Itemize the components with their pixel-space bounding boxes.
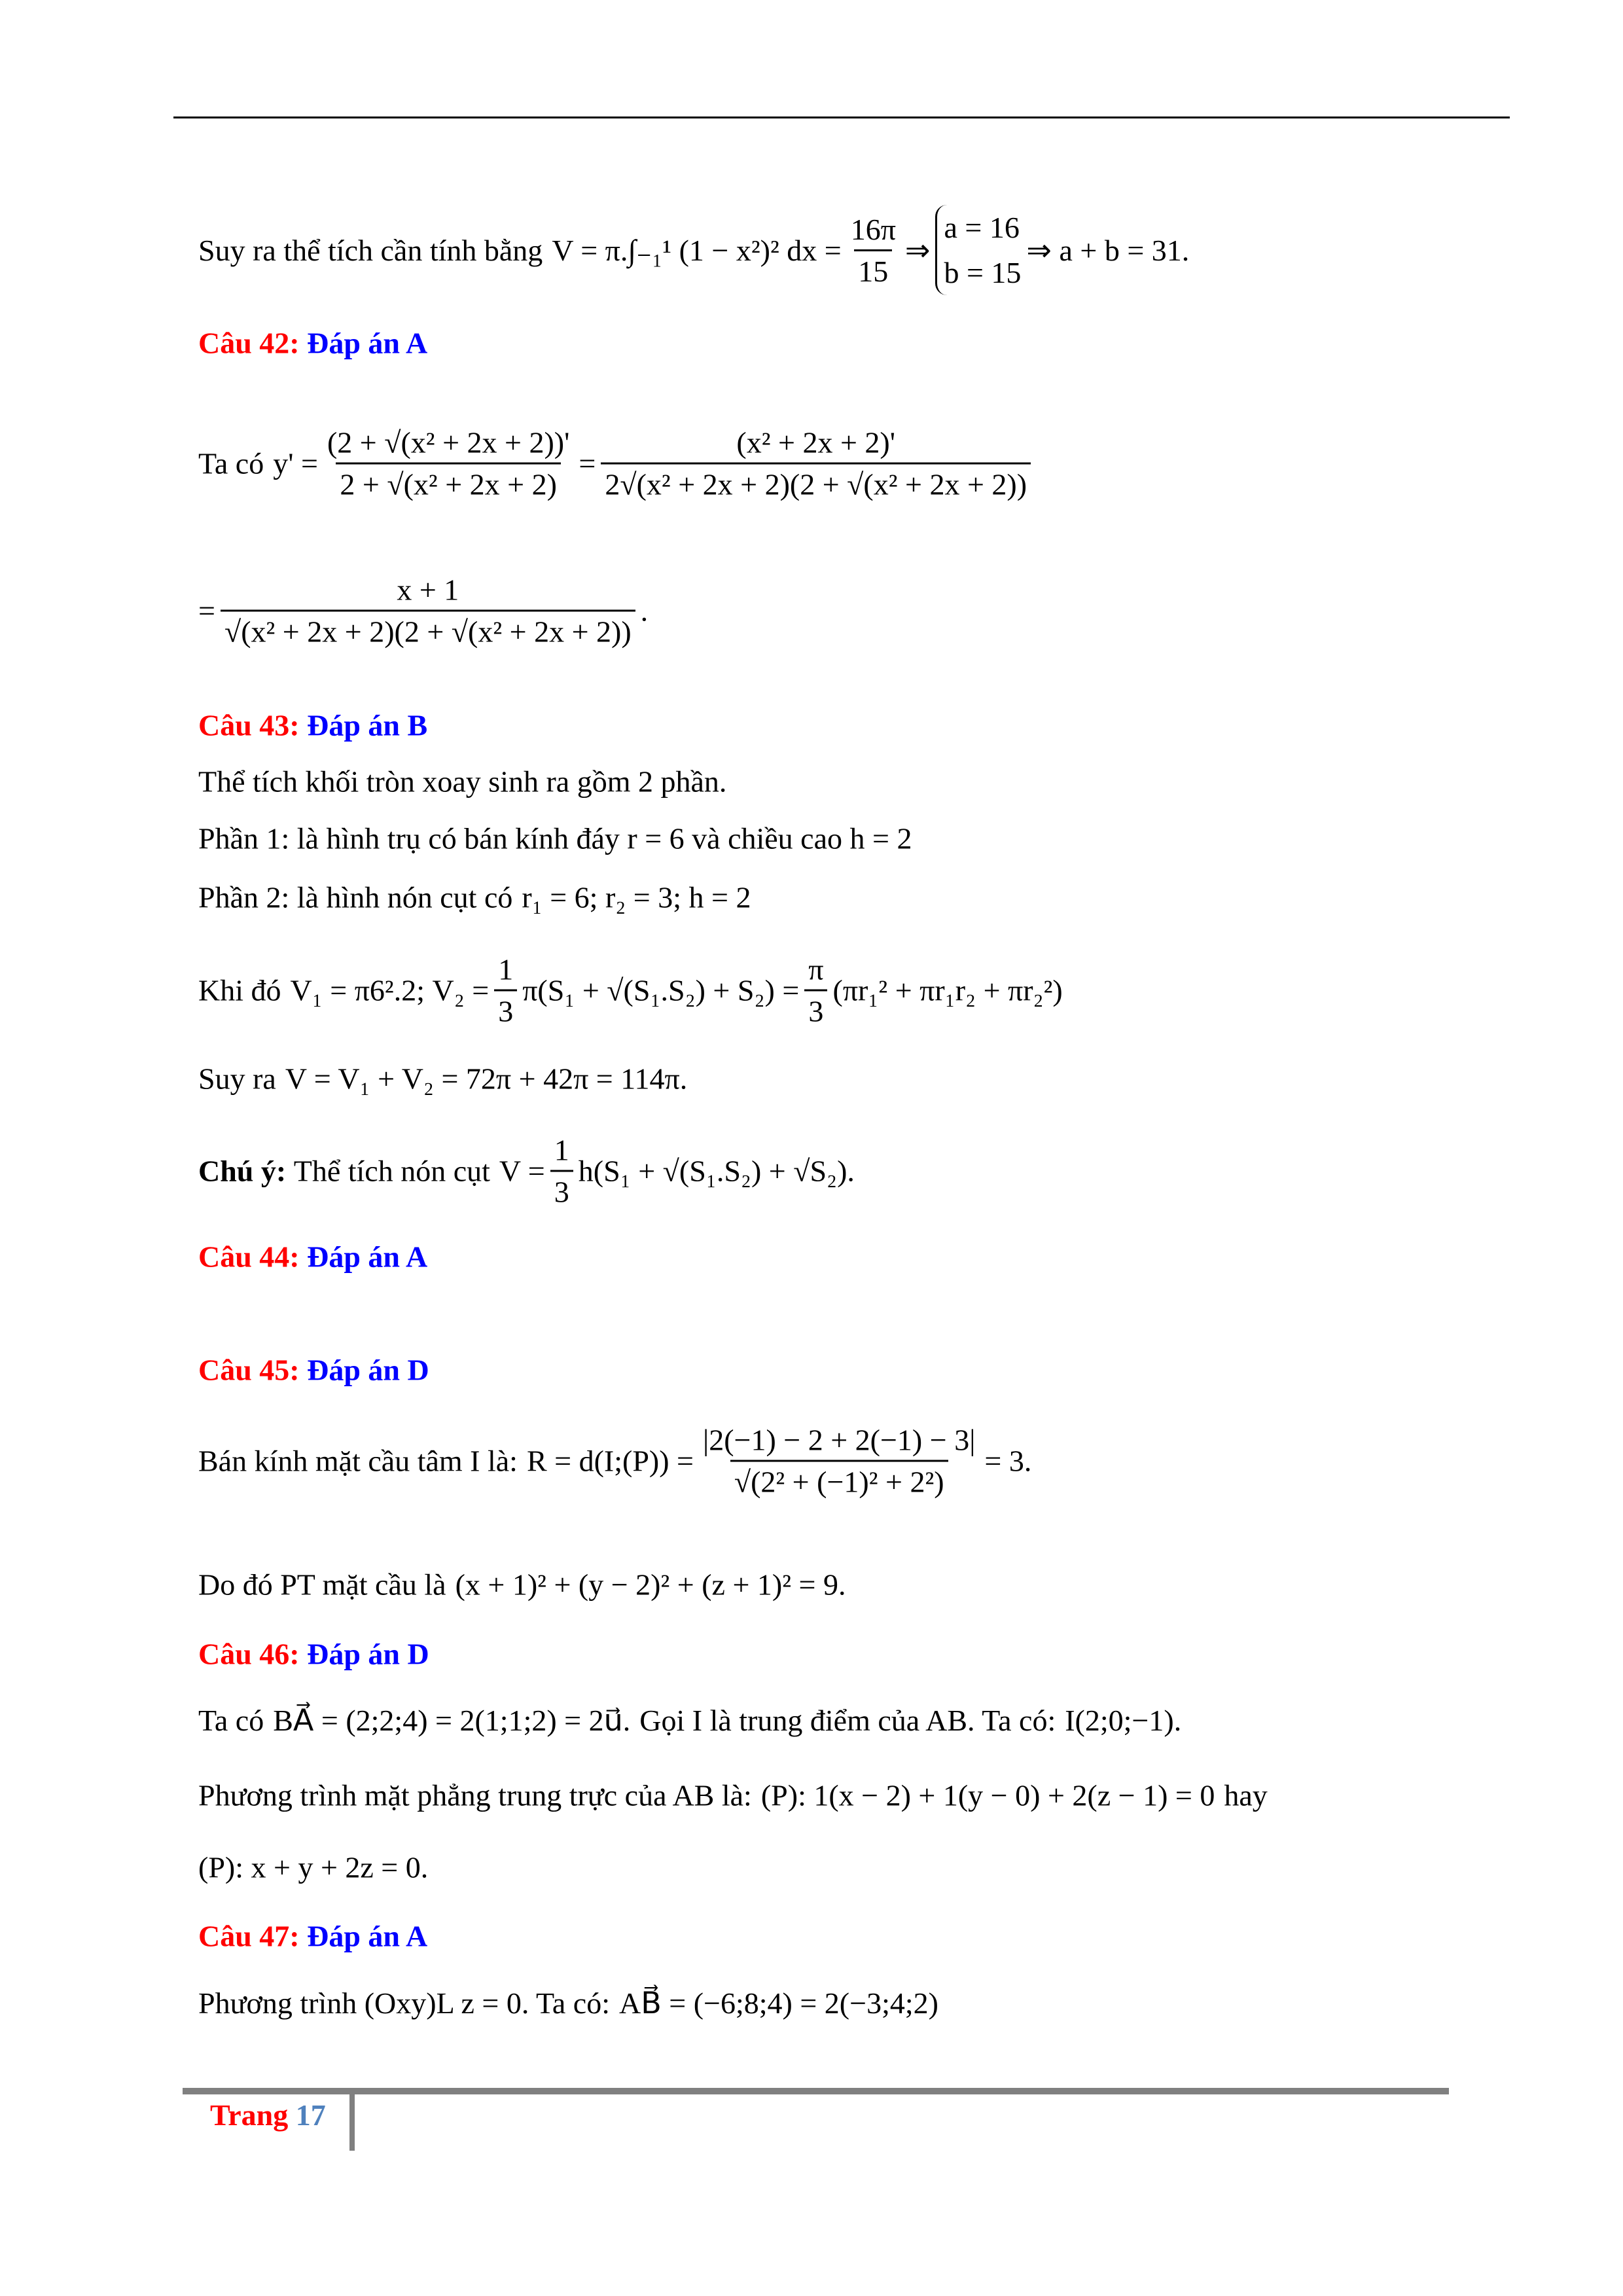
formula: I(2;0;−1). bbox=[1065, 1703, 1182, 1737]
q46-line bbox=[198, 1778, 1268, 1813]
page-number bbox=[210, 2098, 326, 2132]
formula: V = V₁ + V₂ = 72π + 42π = 114π. bbox=[285, 1062, 688, 1096]
case: b = 15 bbox=[944, 256, 1022, 289]
numerator: x + 1 bbox=[397, 573, 459, 607]
answer-label: Đáp án A bbox=[307, 1240, 428, 1274]
q43-line: Phần 1: là hình trụ có bán kính đáy r = 6 và chiều cao h = 2 bbox=[198, 821, 912, 855]
question-label: Câu 45: bbox=[198, 1353, 300, 1387]
numerator: (x² + 2x + 2)' bbox=[736, 425, 896, 459]
q47-heading bbox=[198, 1919, 427, 1954]
numerator: π bbox=[808, 952, 824, 986]
fraction bbox=[601, 425, 1031, 502]
fraction bbox=[494, 952, 517, 1029]
page-value: 17 bbox=[295, 2098, 326, 2132]
text: Thể tích nón cụt bbox=[293, 1154, 490, 1188]
header-rule bbox=[173, 117, 1510, 118]
denominator: √(2² + (−1)² + 2²) bbox=[730, 1460, 948, 1499]
numerator: 1 bbox=[554, 1133, 569, 1167]
q47-line bbox=[198, 1985, 938, 2020]
fraction bbox=[804, 952, 827, 1029]
equals: = bbox=[579, 446, 596, 480]
text: Ta có bbox=[198, 1703, 264, 1737]
fraction bbox=[550, 1133, 573, 1210]
integral-formula: V = π.∫₋₁¹ (1 − x²)² dx = bbox=[552, 234, 842, 267]
q46-line bbox=[198, 1702, 1181, 1738]
fraction bbox=[221, 573, 635, 649]
formula: (P): 1(x − 2) + 1(y − 0) + 2(z − 1) = 0 bbox=[760, 1778, 1215, 1812]
q43-line bbox=[198, 1062, 687, 1096]
formula: V = bbox=[499, 1154, 545, 1188]
denominator: 2√(x² + 2x + 2)(2 + √(x² + 2x + 2)) bbox=[601, 463, 1031, 502]
page-label: Trang bbox=[210, 2098, 289, 2132]
case: a = 16 bbox=[944, 211, 1020, 244]
denominator: √(x² + 2x + 2)(2 + √(x² + 2x + 2)) bbox=[221, 610, 635, 649]
question-label: Câu 47: bbox=[198, 1919, 300, 1953]
denominator: 3 bbox=[804, 990, 827, 1029]
q42-result bbox=[198, 573, 648, 649]
q41-conclusion bbox=[198, 205, 1189, 295]
text: Bán kính mặt cầu tâm I là: bbox=[198, 1444, 518, 1478]
formula: r₁ = 6; r₂ = 3; h = 2 bbox=[522, 880, 751, 914]
text: Khi đó bbox=[198, 973, 281, 1007]
fraction bbox=[699, 1423, 979, 1499]
q43-heading bbox=[198, 708, 427, 743]
text: Phương trình (Oxy)L z = 0. Ta có: bbox=[198, 1986, 610, 2020]
implies: ⇒ bbox=[904, 234, 931, 267]
text: Suy ra thể tích cần tính bằng bbox=[198, 233, 543, 267]
text: Do đó PT mặt cầu là bbox=[198, 1568, 446, 1602]
numerator: (2 + √(x² + 2x + 2))' bbox=[327, 425, 570, 459]
question-label: Câu 46: bbox=[198, 1637, 300, 1671]
lhs: y' = bbox=[273, 446, 318, 480]
answer-label: Đáp án D bbox=[307, 1637, 429, 1671]
text: Suy ra bbox=[198, 1062, 276, 1096]
q43-note bbox=[198, 1133, 855, 1210]
system bbox=[935, 205, 1021, 295]
q44-heading bbox=[198, 1240, 427, 1274]
result: ⇒ a + b = 31. bbox=[1026, 234, 1190, 267]
denominator: 3 bbox=[550, 1170, 573, 1210]
text: Gọi I là trung điểm của AB. Ta có: bbox=[639, 1703, 1056, 1737]
text: Ta có bbox=[198, 446, 264, 480]
note-label: Chú ý: bbox=[198, 1154, 287, 1188]
formula: AB⃗ = (−6;8;4) = 2(−3;4;2) bbox=[619, 1986, 938, 2020]
numerator: 16π bbox=[850, 212, 896, 246]
footer-divider bbox=[349, 2094, 355, 2151]
formula: R = d(I;(P)) = bbox=[526, 1444, 694, 1478]
formula: (x + 1)² + (y − 2)² + (z + 1)² = 9. bbox=[455, 1568, 846, 1602]
question-label: Câu 44: bbox=[198, 1240, 300, 1274]
formula: (πr₁² + πr₁r₂ + πr₂²) bbox=[832, 973, 1063, 1007]
q43-line bbox=[198, 880, 751, 915]
fraction bbox=[847, 212, 900, 289]
q45-heading bbox=[198, 1353, 429, 1388]
period: . bbox=[640, 594, 649, 628]
answer-label: Đáp án B bbox=[307, 708, 428, 742]
q43-line: Thể tích khối tròn xoay sinh ra gồm 2 phần. bbox=[198, 764, 727, 798]
text: hay bbox=[1224, 1778, 1268, 1812]
text: Phần 2: là hình nón cụt có bbox=[198, 880, 513, 914]
question-label: Câu 42: bbox=[198, 326, 300, 360]
formula: V₁ = π6².2; V₂ = bbox=[290, 973, 490, 1007]
footer-rule bbox=[183, 2088, 1449, 2094]
fraction bbox=[323, 425, 573, 502]
formula: h(S₁ + √(S₁.S₂) + √S₂). bbox=[578, 1154, 855, 1188]
answer-label: Đáp án D bbox=[307, 1353, 429, 1387]
question-label: Câu 43: bbox=[198, 708, 300, 742]
denominator: 3 bbox=[494, 990, 517, 1029]
formula: BA⃗ = (2;2;4) = 2(1;1;2) = 2u⃗. bbox=[273, 1704, 631, 1737]
formula: = 3. bbox=[984, 1444, 1032, 1478]
q43-volumes bbox=[198, 952, 1063, 1029]
q45-line bbox=[198, 1568, 846, 1602]
equals: = bbox=[198, 594, 215, 628]
denominator: 15 bbox=[854, 249, 892, 289]
answer-label: Đáp án A bbox=[307, 1919, 428, 1953]
q45-radius bbox=[198, 1423, 1031, 1499]
q42-heading bbox=[198, 326, 427, 361]
numerator: 1 bbox=[498, 952, 514, 986]
formula: π(S₁ + √(S₁.S₂) + S₂) = bbox=[522, 973, 800, 1007]
denominator: 2 + √(x² + 2x + 2) bbox=[336, 463, 561, 502]
answer-label: Đáp án A bbox=[307, 326, 428, 360]
q46-heading bbox=[198, 1637, 429, 1672]
q42-derivative bbox=[198, 425, 1036, 502]
numerator: |2(−1) − 2 + 2(−1) − 3| bbox=[703, 1423, 976, 1457]
q46-line: (P): x + y + 2z = 0. bbox=[198, 1850, 429, 1884]
text: Phương trình mặt phẳng trung trực của AB là: bbox=[198, 1778, 752, 1812]
